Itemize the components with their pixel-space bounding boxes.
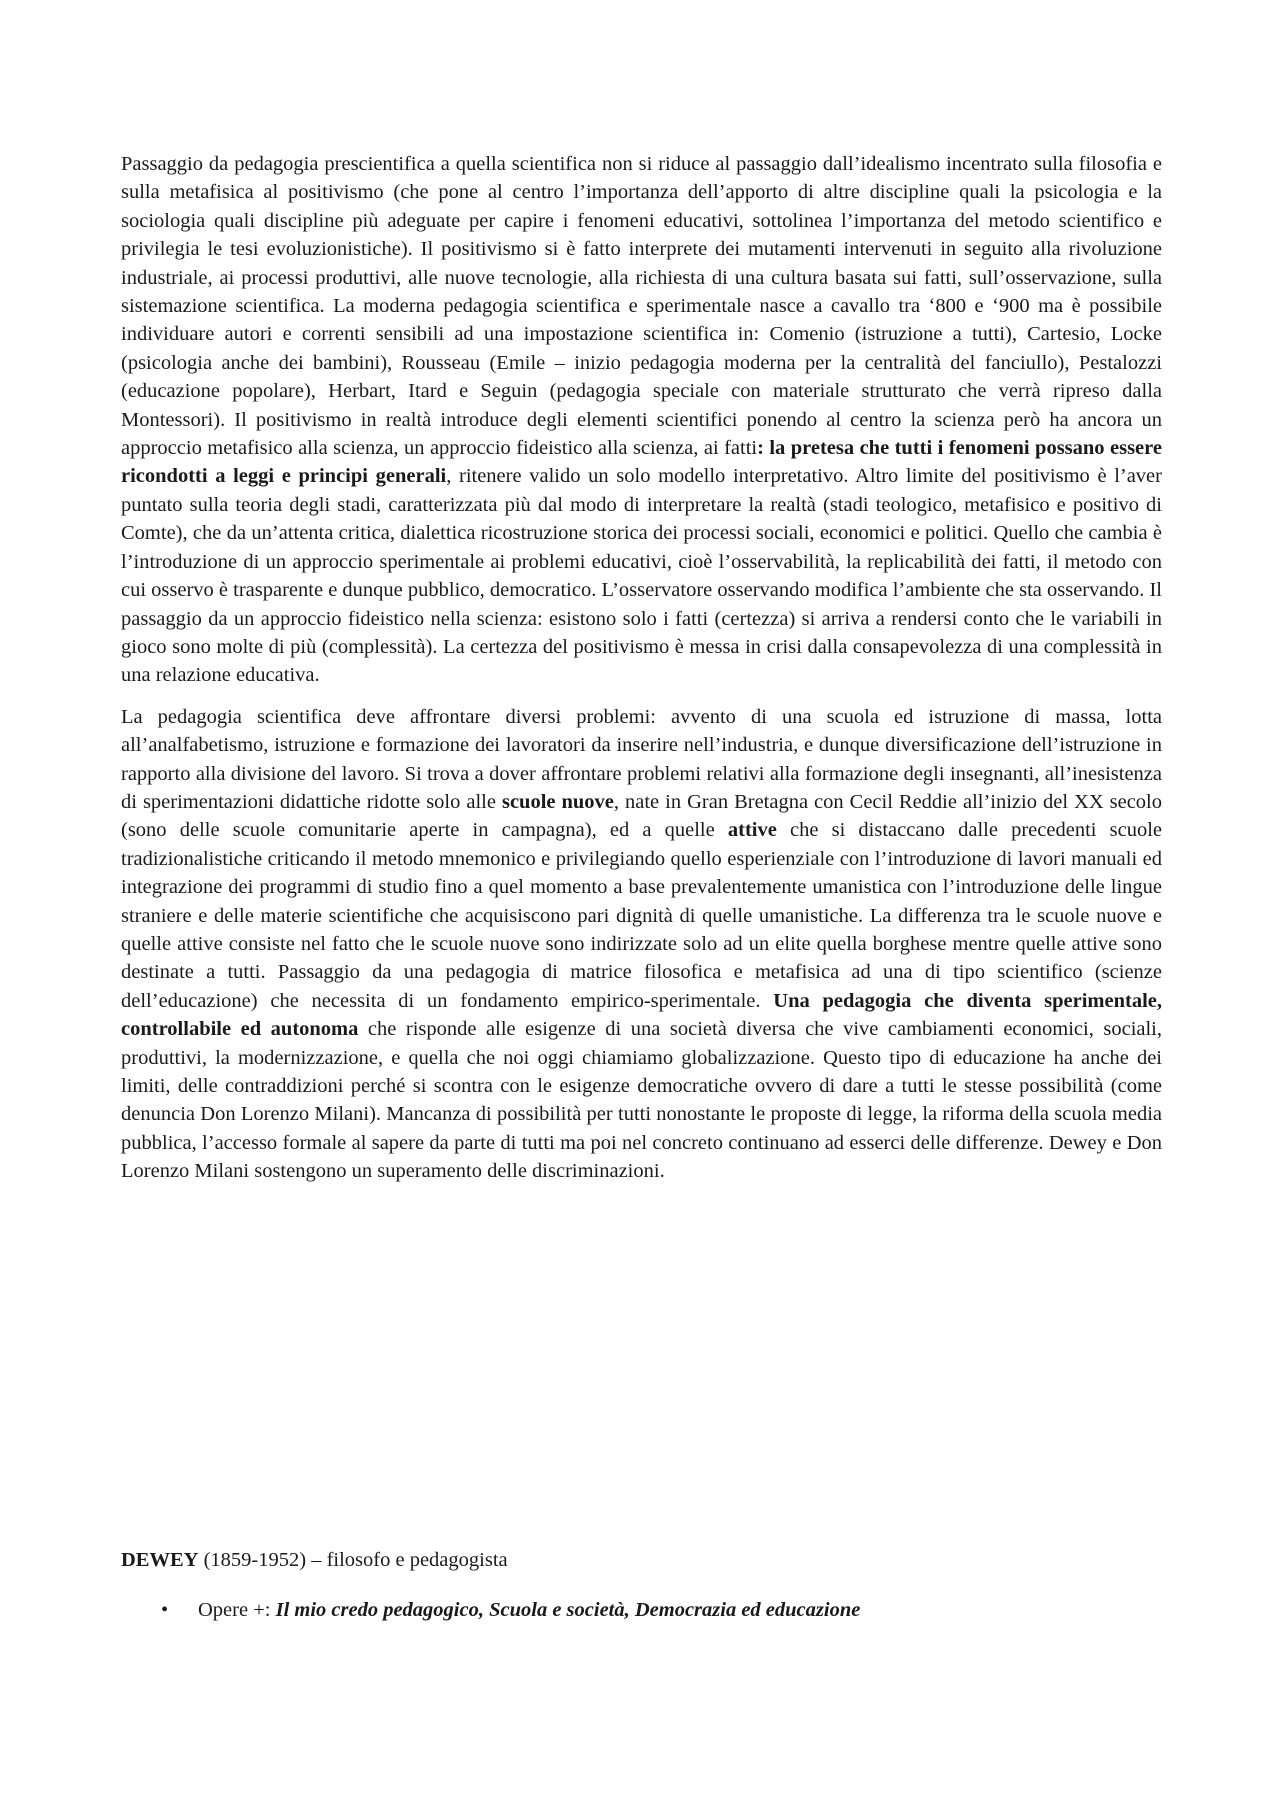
p2-text-cont: , nate in Gran Bretagna con Cecil Reddie all’inizio del XX secolo (sono delle scuole comunitarie aperte in campagna), ed a quelle — [121, 790, 1162, 842]
dewey-name: DEWEY — [121, 1549, 199, 1571]
works-prefix: Opere +: — [198, 1599, 276, 1621]
dewey-heading — [121, 1546, 1162, 1574]
p2-bold-attive: attive — [727, 819, 777, 842]
p1-bold-fenomeni-leggi: : la pretesa che tutti i fenomeni possano essere ricondotti a leggi e principi generali — [121, 437, 1162, 488]
dewey-dates-role: (1859-1952) – filosofo e pedagogista — [198, 1549, 508, 1571]
list-item — [121, 1596, 1162, 1624]
works-titles: Il mio credo pedagogico, Scuola e società, Democrazia ed educazione — [275, 1599, 861, 1621]
p2-text-cont-2: che si distaccano dalle precedenti scuole tradizionalistiche criticando il metodo mnemonico e privilegiando quello esperienziale con l’introduzione di lavori manuali ed integrazione dei programmi di studio fino a quel momento a base prevalentemente umanistica con l’introduzione delle lingue straniere e delle materie scientifiche che acquisiscono pari dignità di quelle umanistiche. La differenza tra le scuole nuove e quelle attive consiste nel fatto che le scuole nuove sono indirizzate solo ad un elite quella borghese mentre quelle attive sono destinate a tutti. Passaggio da una pedagogia di matrice filosofica e metafisica ad una di tipo scientifico (scienze dell’educazione) che necessita di un fondamento empirico-sperimentale. — [121, 819, 1162, 1012]
p1-text-cont: , ritenere valido un solo modello interpretativo. Altro limite del positivismo è l’aver puntato sulla teoria degli stadi, caratterizzata più dal modo di interpretare la realtà (stadi teologico, metafisico e positivo di Comte), che da un’attenta critica, dialettica ricostruzione storica dei processi sociali, economici e politici. Quello che cambia è l’introduzione di un approccio sperimentale ai problemi educativi, cioè l’osservabilità, la replicabilità dei fatti, il metodo con cui osservo è trasparente e dunque pubblico, democratico. L’osservatore osservando modifica l’ambiente che sta osservando. Il passaggio da un approccio fideistico nella scienza: esistono solo i fatti (certezza) si arriva a rendersi conto che le variabili in gioco sono molte di più (complessità). La certezza del positivismo è messa in crisi dalla consapevolezza di una complessità in una relazione educativa. — [121, 465, 1162, 687]
document-body — [121, 150, 1162, 1186]
bullet-icon: • — [161, 1599, 169, 1621]
works-list — [121, 1596, 1162, 1624]
paragraph-1 — [121, 150, 1162, 690]
p1-text: Passaggio da pedagogia prescientifica a quella scientifica non si riduce al passaggio dall’idealismo incentrato sulla filosofia e sulla metafisica al positivismo (che pone al centro l’importanza dell’apporto di altre discipline quali la psicologia e la sociologia quali discipline più adeguate per capire i fenomeni educativi, sottolinea l’importanza del metodo scientifico e privilegia le tesi evoluzionistiche). Il positivismo si è fatto interprete dei mutamenti intervenuti in seguito alla rivoluzione industriale, ai processi produttivi, alle nuove tecnologie, alla richiesta di una cultura basata sui fatti, sull’osservazione, sulla sistemazione scientifica. La moderna pedagogia scientifica e sperimentale nasce a cavallo tra ‘800 e ‘900 ma è possibile individuare autori e correnti sensibili ad una impostazione scientifica in: Comenio (istruzione a tutti), Cartesio, Locke (psicologia anche dei bambini), Rousseau (Emile – inizio pedagogia moderna per la centralità del fanciullo), Pestalozzi (educazione popolare), Herbart, Itard e Seguin (pedagogia speciale con materiale strutturato che verrà ripreso dalla Montessori). Il positivismo in realtà introduce degli elementi scientifici ponendo al centro la scienza però ha ancora un approccio metafisico alla scienza, un approccio fideistico alla scienza, ai fatti — [121, 153, 1162, 460]
p2-text: La pedagogia scientifica deve affrontare diversi problemi: avvento di una scuola ed istruzione di massa, lotta all’analfabetismo, istruzione e formazione dei lavoratori da inserire nell’industria, e dunque diversificazione dell’istruzione in rapporto alla divisione del lavoro. Si trova a dover affrontare problemi relativi alla formazione degli insegnanti, all’inesistenza di sperimentazioni didattiche ridotte solo alle — [121, 705, 1162, 813]
p2-bold-scuole-nuove: scuole nuove — [501, 790, 614, 813]
p2-bold-pedagogia-sperimentale: Una pedagogia che diventa sperimentale, controllabile ed autonoma — [121, 989, 1163, 1041]
p2-text-cont-3: che risponde alle esigenze di una società diversa che vive cambiamenti economici, sociali, produttivi, la modernizzazione, e quella che noi oggi chiamiamo globalizzazione. Questo tipo di educazione ha anche dei limiti, delle contraddizioni perché si scontra con le esigenze democratiche ovvero di dare a tutti le stesse possibilità (come denuncia Don Lorenzo Milani). Mancanza di possibilità per tutti nonostante le proposte di legge, la riforma della scuola media pubblica, l’accesso formale al sapere da parte di tutti ma poi nel concreto continuano ad esserci delle differenze. Dewey e Don Lorenzo Milani sostengono un superamento delle discriminazioni. — [121, 1018, 1162, 1183]
dewey-section — [121, 1546, 1162, 1624]
paragraph-2 — [121, 703, 1162, 1186]
